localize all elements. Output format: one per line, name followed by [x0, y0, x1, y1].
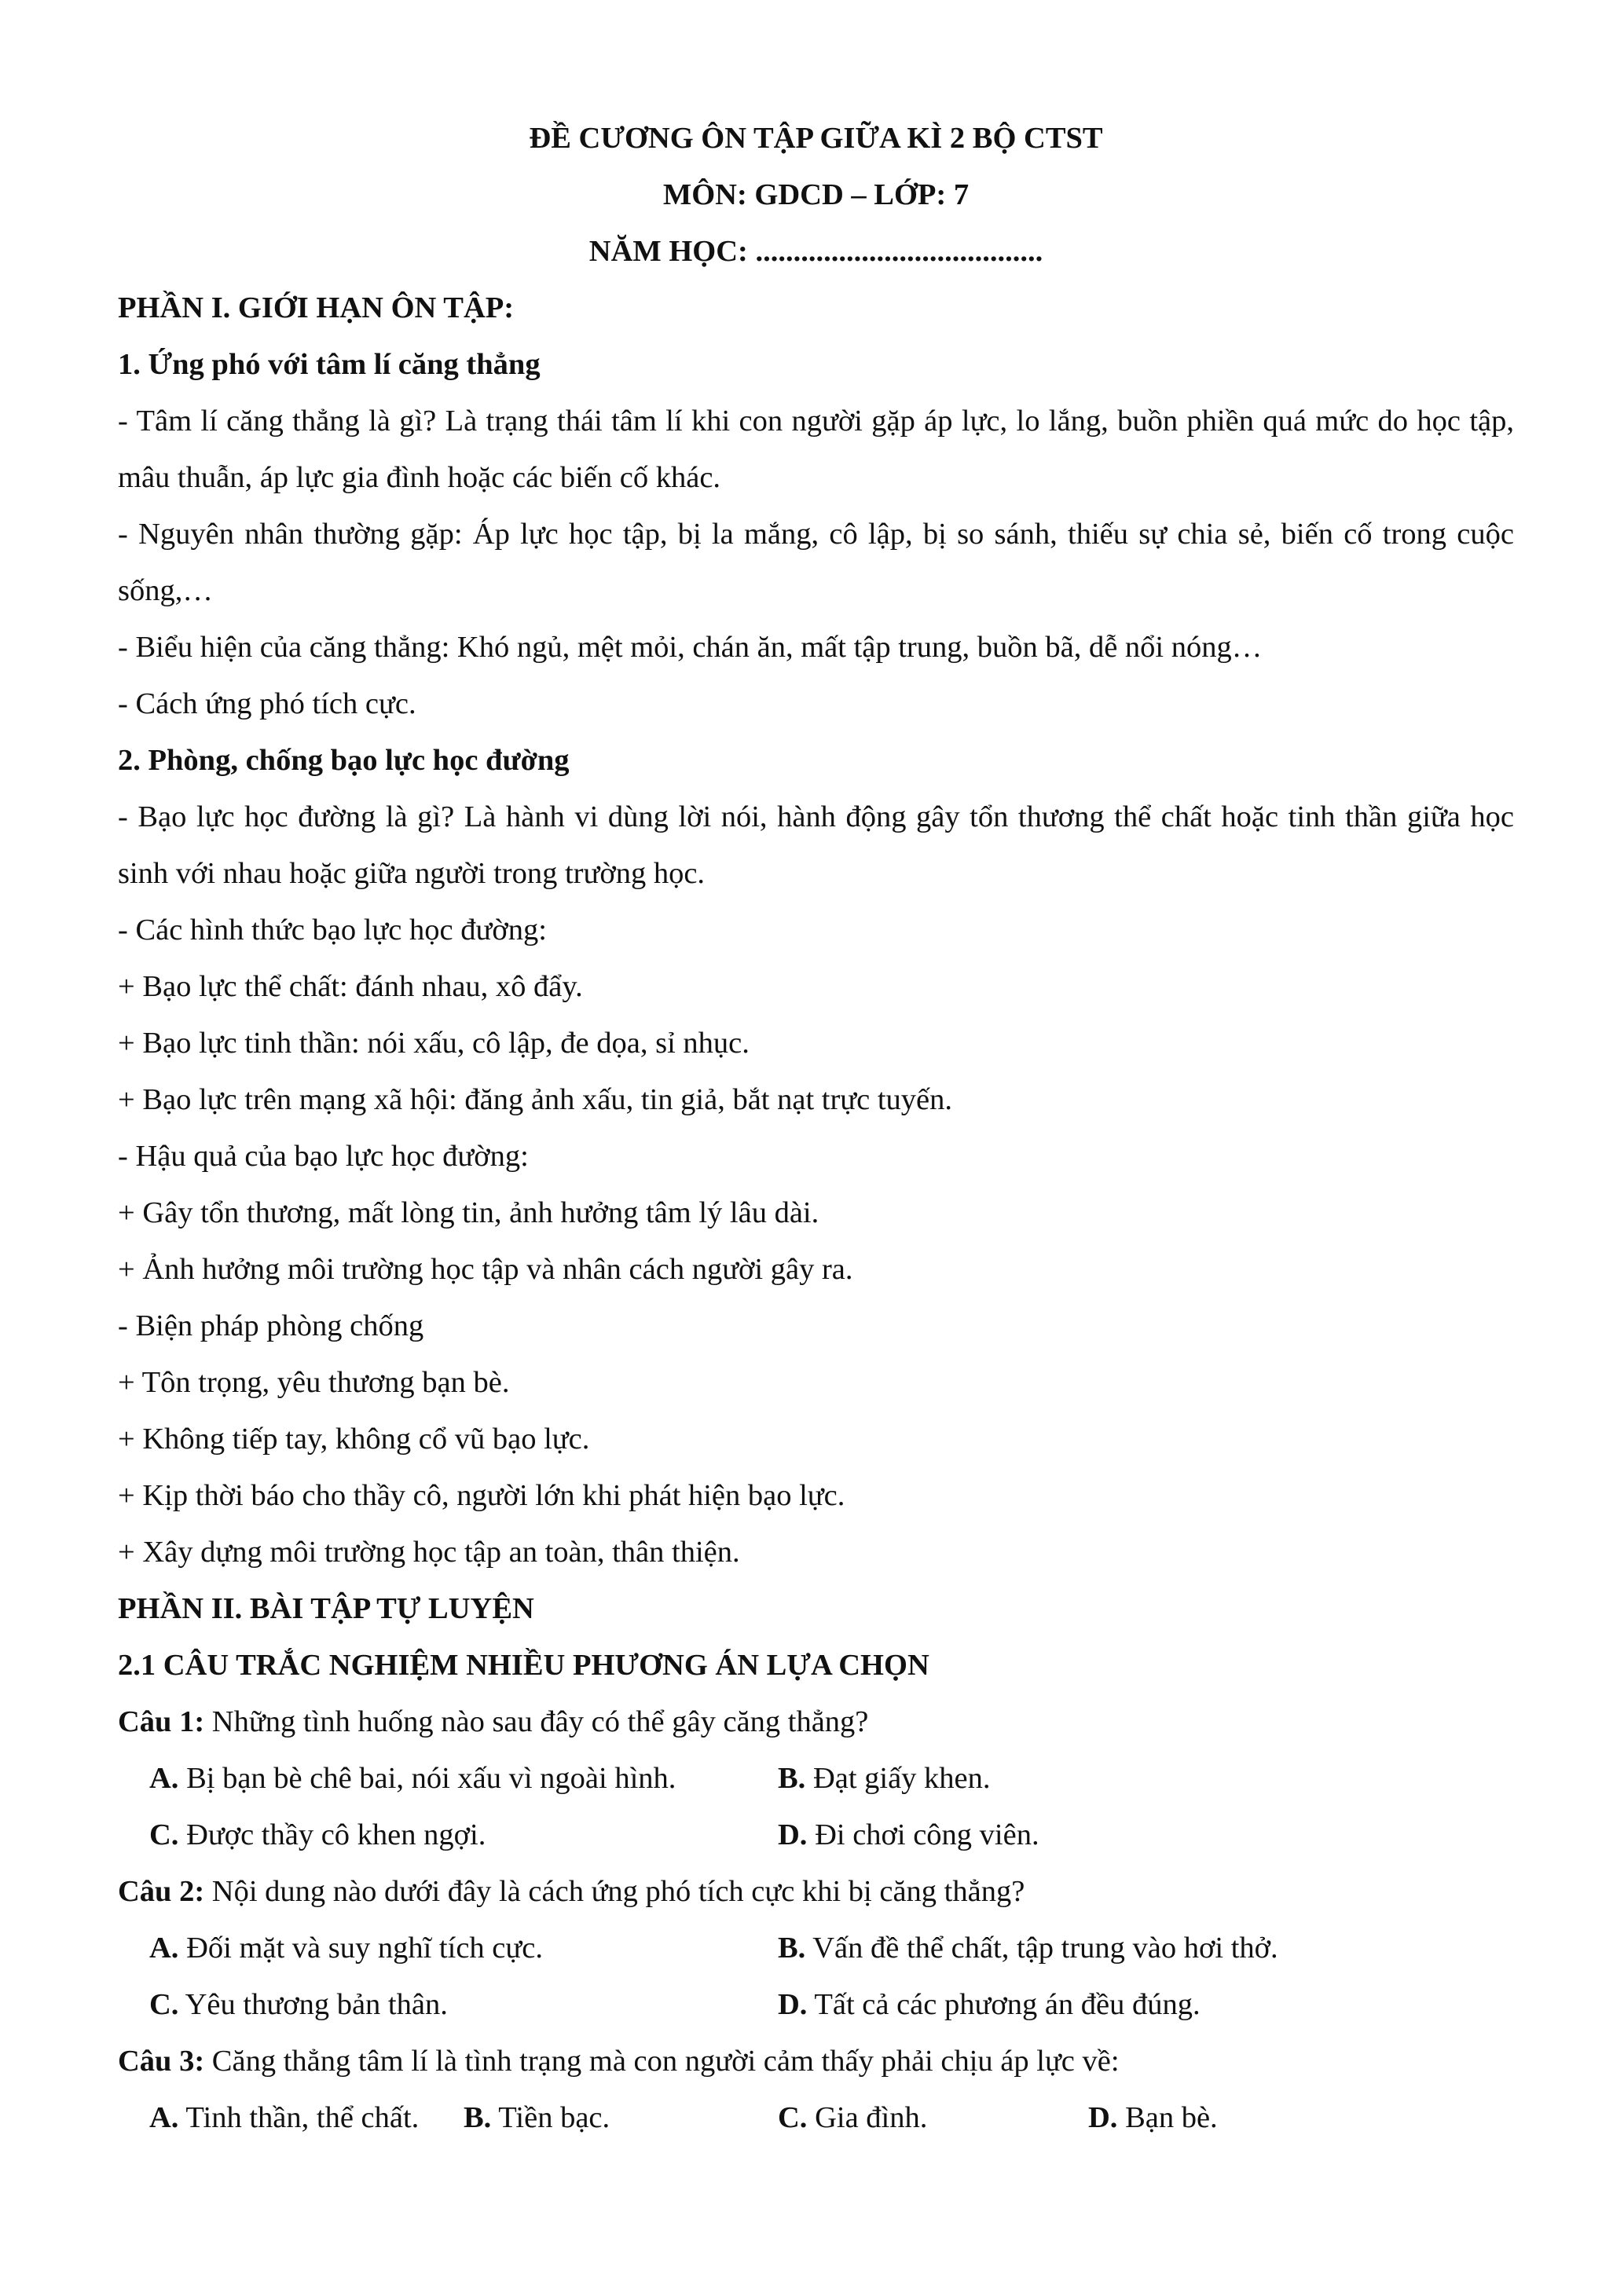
question-text: Nội dung nào dưới đây là cách ứng phó tích cực khi bị căng thẳng?	[204, 1875, 1025, 1908]
option-a: A. Tinh thần, thể chất.	[149, 2101, 420, 2134]
section2-line: - Biện pháp phòng chống	[118, 1309, 424, 1342]
section2-line: + Bạo lực thể chất: đánh nhau, xô đẩy.	[118, 970, 583, 1003]
section2-paragraph-1: - Bạo lực học đường là gì? Là hành vi dùng lời nói, hành động gây tổn thương thể chất hoặc tinh thần giữa học sinh với nhau hoặc giữa người trong trường học.	[118, 800, 1514, 890]
question-1-options-row-1	[118, 1750, 1514, 1807]
section2-line: + Xây dựng môi trường học tập an toàn, thân thiện.	[118, 1536, 740, 1569]
section2-line: + Gây tổn thương, mất lòng tin, ảnh hưởng tâm lý lâu dài.	[118, 1196, 819, 1229]
part2-heading: PHẦN II. BÀI TẬP TỰ LUYỆN	[118, 1592, 534, 1625]
question-text: Những tình huống nào sau đây có thể gây căng thẳng?	[204, 1705, 869, 1738]
section2-line: - Các hình thức bạo lực học đường:	[118, 914, 547, 947]
section2-line: + Kịp thời báo cho thầy cô, người lớn khi phát hiện bạo lực.	[118, 1479, 845, 1512]
option-b: B. Đạt giấy khen.	[778, 1762, 991, 1795]
section1-paragraph-2: - Nguyên nhân thường gặp: Áp lực học tập, bị la mắng, cô lập, bị so sánh, thiếu sự chia sẻ, biến cố trong cuộc sống,…	[118, 518, 1514, 607]
section2-line: - Hậu quả của bạo lực học đường:	[118, 1140, 529, 1173]
option-b: B. Tiền bạc.	[464, 2101, 610, 2134]
option-d: D. Bạn bè.	[1088, 2101, 1218, 2134]
question-label: Câu 3:	[118, 2045, 205, 2078]
option-a: A. Đối mặt và suy nghĩ tích cực.	[149, 1932, 543, 1965]
option-d: D. Đi chơi công viên.	[778, 1818, 1039, 1851]
section2-line: + Bạo lực tinh thần: nói xấu, cô lập, đe dọa, sỉ nhục.	[118, 1027, 750, 1060]
section1-title: 1. Ứng phó với tâm lí căng thẳng	[118, 348, 541, 381]
subject-line: MÔN: GDCD – LỚP: 7	[662, 178, 970, 211]
option-b: B. Vấn đề thể chất, tập trung vào hơi thở.	[778, 1932, 1278, 1965]
option-c: C. Gia đình.	[778, 2101, 928, 2134]
section2-title: 2. Phòng, chống bạo lực học đường	[118, 744, 570, 777]
section1-paragraph-1: - Tâm lí căng thẳng là gì? Là trạng thái tâm lí khi con người gặp áp lực, lo lắng, buồn phiền quá mức do học tập, mâu thuẫn, áp lực gia đình hoặc các biến cố khác.	[118, 405, 1514, 494]
option-c: C. Được thầy cô khen ngợi.	[149, 1818, 486, 1851]
question-3-options-row	[118, 2089, 1514, 2146]
section2-line: + Tôn trọng, yêu thương bạn bè.	[118, 1366, 510, 1399]
option-d: D. Tất cả các phương án đều đúng.	[778, 1988, 1201, 2021]
part1-heading: PHẦN I. GIỚI HẠN ÔN TẬP:	[118, 291, 515, 324]
question-2	[118, 1863, 1514, 1920]
question-1	[118, 1694, 1514, 1750]
question-2-options-row-2	[118, 1976, 1514, 2033]
question-1-options-row-2	[118, 1807, 1514, 1863]
question-text: Căng thẳng tâm lí là tình trạng mà con người cảm thấy phải chịu áp lực về:	[204, 2045, 1120, 2078]
question-3	[118, 2033, 1514, 2089]
question-label: Câu 1:	[118, 1705, 205, 1738]
question-2-options-row-1	[118, 1920, 1514, 1976]
part2-subheading: 2.1 CÂU TRẮC NGHIỆM NHIỀU PHƯƠNG ÁN LỰA CHỌN	[118, 1649, 929, 1682]
option-a: A. Bị bạn bè chê bai, nói xấu vì ngoài hình.	[149, 1762, 676, 1795]
section2-line: + Ảnh hưởng môi trường học tập và nhân cách người gây ra.	[118, 1253, 853, 1286]
section1-paragraph-3: - Biểu hiện của căng thẳng: Khó ngủ, mệt mỏi, chán ăn, mất tập trung, buồn bã, dễ nổi nóng…	[118, 631, 1263, 664]
document-title: ĐỀ CƯƠNG ÔN TẬP GIỮA KÌ 2 BỘ CTST	[529, 122, 1103, 155]
question-label: Câu 2:	[118, 1875, 205, 1908]
section1-paragraph-4: - Cách ứng phó tích cực.	[118, 687, 416, 720]
school-year-line: NĂM HỌC: ......................................	[588, 235, 1043, 268]
section2-line: + Không tiếp tay, không cổ vũ bạo lực.	[118, 1423, 590, 1456]
section2-line: + Bạo lực trên mạng xã hội: đăng ảnh xấu, tin giả, bắt nạt trực tuyến.	[118, 1083, 953, 1116]
option-c: C. Yêu thương bản thân.	[149, 1988, 448, 2021]
